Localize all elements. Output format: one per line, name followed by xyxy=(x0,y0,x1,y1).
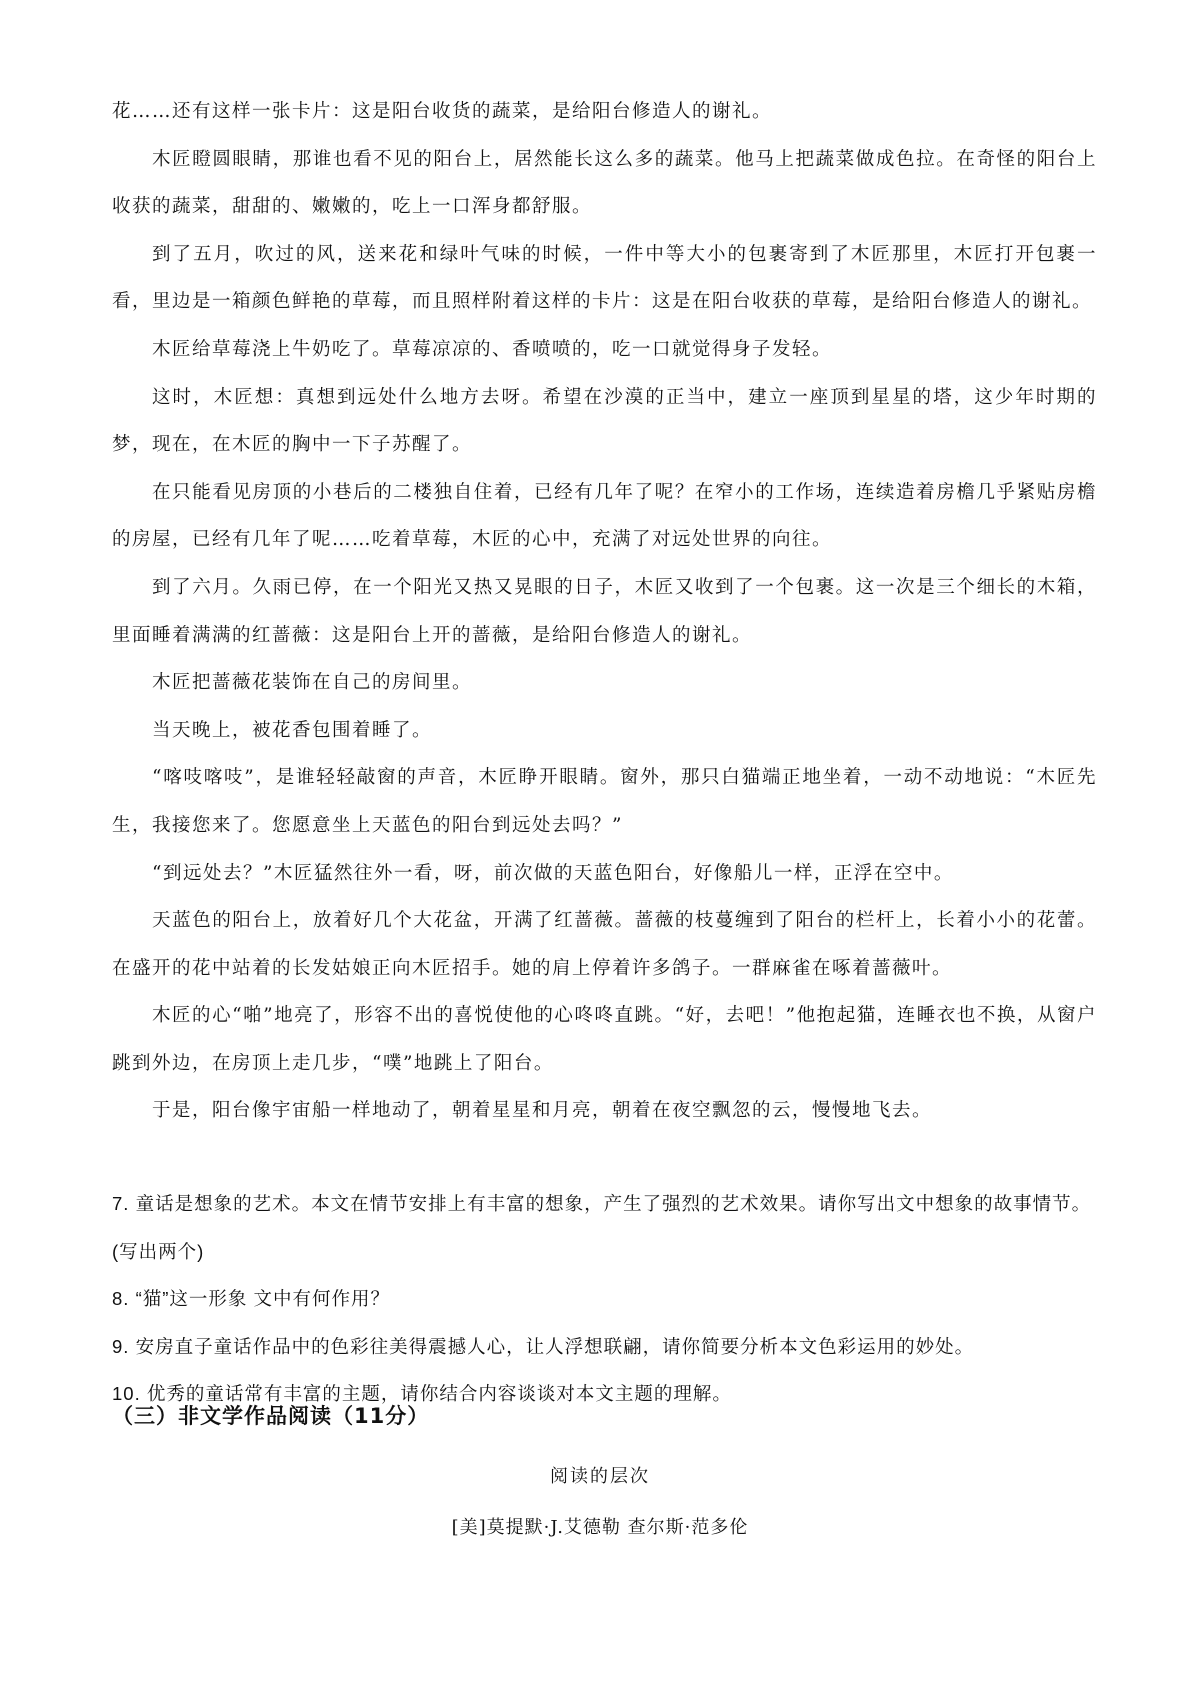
story-paragraph: 木匠给草莓浇上牛奶吃了。草莓凉凉的、香喷喷的，吃一口就觉得身子发轻。 xyxy=(152,338,833,360)
article-title: 阅读的层次 xyxy=(550,1466,650,1487)
story-paragraph: 花……还有这样一张卡片：这是阳台收货的蔬菜，是给阳台修造人的谢礼。 xyxy=(112,101,773,122)
story-paragraph: 在只能看见房顶的小巷后的二楼独自住着，已经有几年了呢？在窄小的工作场，连续造着房檐几乎紧贴房檐的房屋，已经有几年了呢……吃着草莓，木匠的心中，充满了对远处世界的向往。 xyxy=(112,481,1097,551)
question-10: 10. 优秀的童话常有丰富的主题，请你结合内容谈谈对本文主题的理解。 xyxy=(112,1383,732,1405)
story-paragraph: 这时，木匠想：真想到远处什么地方去呀。希望在沙漠的正当中，建立一座顶到星星的塔，这少年时期的梦，现在，在木匠的胸中一下子苏醒了。 xyxy=(112,386,1097,456)
question-7: 7. 童话是想象的艺术。本文在情节安排上有丰富的想象，产生了强烈的艺术效果。请你写出文中想象的故事情节。(写出两个) xyxy=(112,1193,1092,1262)
question-list xyxy=(112,1180,1097,1418)
question-8: 8. “猫”这一形象 文中有何作用？ xyxy=(112,1288,391,1310)
story-paragraph: “喀吱喀吱”，是谁轻轻敲窗的声音，木匠睁开眼睛。窗外，那只白猫端正地坐着，一动不动地说：“木匠先生，我接您来了。您愿意坐上天蓝色的阳台到远处去吗？” xyxy=(112,767,1097,836)
story-text xyxy=(112,88,1097,1135)
story-paragraph: 木匠把蔷薇花装饰在自己的房间里。 xyxy=(152,672,473,694)
story-paragraph: “到远处去？”木匠猛然往外一看，呀，前次做的天蓝色阳台，好像船儿一样，正浮在空中。 xyxy=(152,862,954,884)
story-paragraph: 到了六月。久雨已停，在一个阳光又热又晃眼的日子，木匠又收到了一个包裹。这一次是三个细长的木箱，里面睡着满满的红蔷薇：这是阳台上开的蔷薇，是给阳台修造人的谢礼。 xyxy=(112,576,1097,646)
question-9: 9. 安房直子童话作品中的色彩往美得震撼人心，让人浮想联翩，请你简要分析本文色彩运用的妙处。 xyxy=(112,1335,975,1357)
article-author: [美]莫提默·J.艾德勒 查尔斯·范多伦 xyxy=(451,1517,749,1538)
story-paragraph: 于是，阳台像宇宙船一样地动了，朝着星星和月亮，朝着在夜空飘忽的云，慢慢地飞去。 xyxy=(152,1100,933,1122)
story-paragraph: 木匠的心“啪”地亮了，形容不出的喜悦使他的心咚咚直跳。“好，去吧！”他抱起猫，连睡衣也不换，从窗户跳到外边，在房顶上走几步，“噗”地跳上了阳台。 xyxy=(112,1005,1097,1074)
story-paragraph: 到了五月，吹过的风，送来花和绿叶气味的时候，一件中等大小的包裹寄到了木匠那里，木匠打开包裹一看，里边是一箱颜色鲜艳的草莓，而且照样附着这样的卡片：这是在阳台收获的草莓，是给阳台修造人的谢礼。 xyxy=(112,243,1097,313)
story-paragraph: 当天晚上，被花香包围着睡了。 xyxy=(152,719,433,741)
story-paragraph: 木匠瞪圆眼睛，那谁也看不见的阳台上，居然能长这么多的蔬菜。他马上把蔬菜做成色拉。在奇怪的阳台上收获的蔬菜，甜甜的、嫩嫩的，吃上一口浑身都舒服。 xyxy=(112,148,1097,218)
story-paragraph: 天蓝色的阳台上，放着好几个大花盆，开满了红蔷薇。蔷薇的枝蔓缠到了阳台的栏杆上，长着小小的花蕾。在盛开的花中站着的长发姑娘正向木匠招手。她的肩上停着许多鸽子。一群麻雀在啄着蔷薇叶。 xyxy=(112,910,1097,979)
section-heading: （三）非文学作品阅读（11分） xyxy=(112,1404,430,1428)
